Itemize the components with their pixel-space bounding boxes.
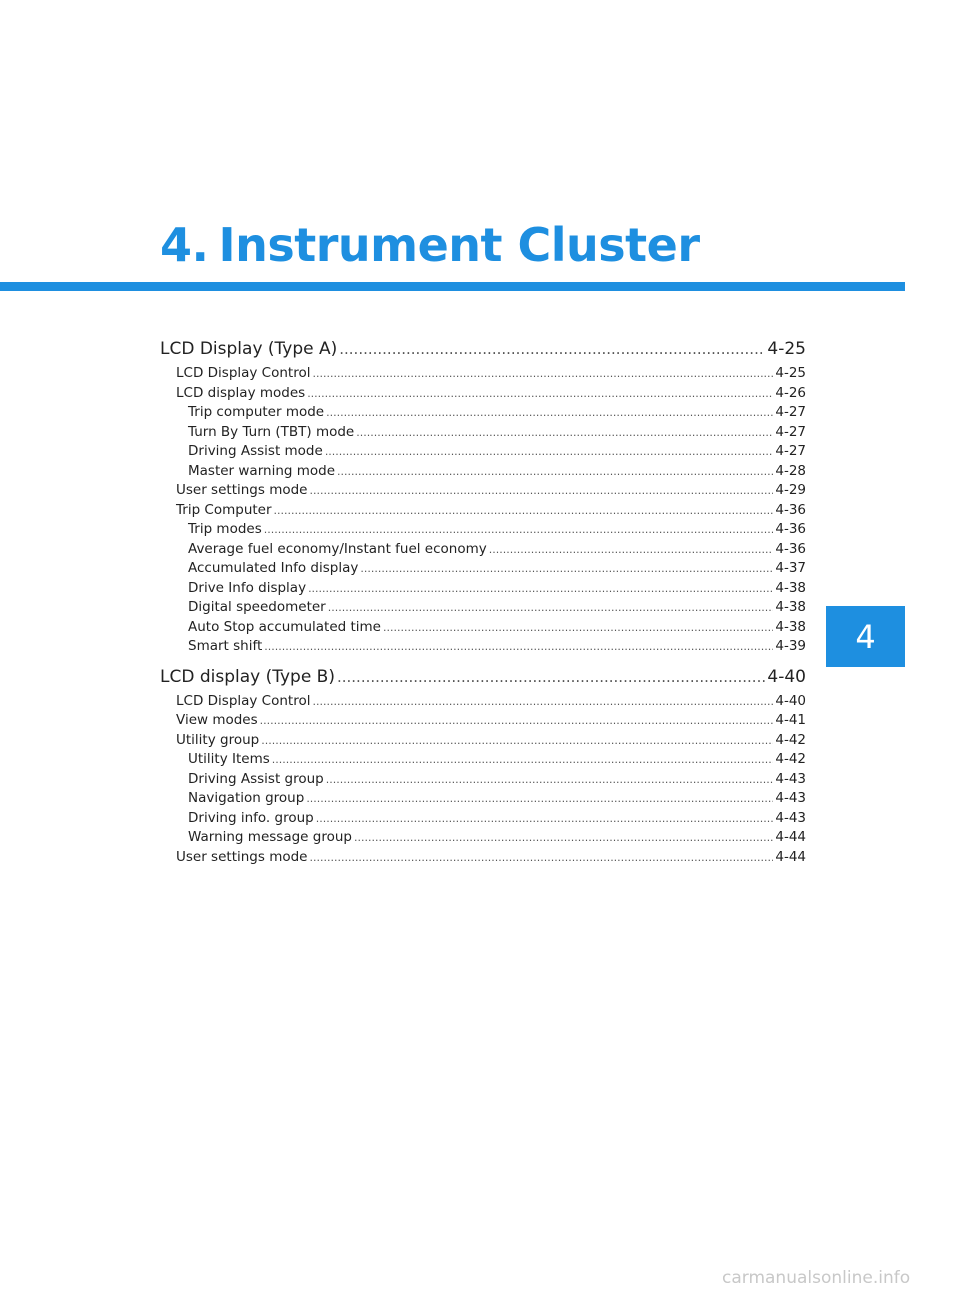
toc-subitem[interactable]: Driving Assist group ..... 4-43 bbox=[160, 770, 806, 790]
toc-subitem[interactable]: Digital speedometer ..... 4-38 bbox=[160, 598, 806, 618]
toc-item[interactable]: User settings mode ..... 4-29 bbox=[160, 481, 806, 501]
toc-subitem[interactable]: Utility Items ..... 4-42 bbox=[160, 750, 806, 770]
toc-subitem[interactable]: Warning message group ..... 4-44 bbox=[160, 828, 806, 848]
toc-section-type-a[interactable]: LCD Display (Type A) ..... 4-25 bbox=[160, 335, 806, 364]
toc-subitem[interactable]: Drive Info display ..... 4-38 bbox=[160, 579, 806, 599]
toc-subitem[interactable]: Driving Assist mode ..... 4-27 bbox=[160, 442, 806, 462]
toc-section-type-b[interactable]: LCD display (Type B) ..... 4-40 bbox=[160, 663, 806, 692]
title-rule bbox=[0, 282, 905, 291]
toc-subitem[interactable]: Accumulated Info display ..... 4-37 bbox=[160, 559, 806, 579]
toc-item[interactable]: User settings mode ..... 4-44 bbox=[160, 848, 806, 868]
chapter-number: 4. bbox=[160, 218, 209, 272]
toc-item[interactable]: Trip Computer ..... 4-36 bbox=[160, 501, 806, 521]
toc-subitem[interactable]: Average fuel economy/Instant fuel economy ..... 4-36 bbox=[160, 540, 806, 560]
toc-item[interactable]: View modes ..... 4-41 bbox=[160, 711, 806, 731]
toc-item[interactable]: LCD Display Control ..... 4-25 bbox=[160, 364, 806, 384]
chapter-title bbox=[160, 218, 700, 272]
chapter-tab-label: 4 bbox=[855, 617, 876, 656]
toc-item[interactable]: Utility group ..... 4-42 bbox=[160, 731, 806, 751]
toc-subitem[interactable]: Trip modes ..... 4-36 bbox=[160, 520, 806, 540]
toc-item[interactable]: LCD Display Control ..... 4-40 bbox=[160, 692, 806, 712]
toc-subitem[interactable]: Master warning mode ..... 4-28 bbox=[160, 462, 806, 482]
toc-subitem[interactable]: Smart shift ..... 4-39 bbox=[160, 637, 806, 657]
chapter-name: Instrument Cluster bbox=[218, 218, 700, 272]
chapter-tab[interactable] bbox=[826, 606, 905, 667]
watermark: carmanualsonline.info bbox=[722, 1268, 911, 1288]
toc-item[interactable]: LCD display modes ..... 4-26 bbox=[160, 384, 806, 404]
table-of-contents bbox=[160, 335, 806, 867]
toc-subitem[interactable]: Trip computer mode ..... 4-27 bbox=[160, 403, 806, 423]
toc-subitem[interactable]: Auto Stop accumulated time ..... 4-38 bbox=[160, 618, 806, 638]
toc-subitem[interactable]: Navigation group ..... 4-43 bbox=[160, 789, 806, 809]
toc-subitem[interactable]: Turn By Turn (TBT) mode ..... 4-27 bbox=[160, 423, 806, 443]
toc-subitem[interactable]: Driving info. group ..... 4-43 bbox=[160, 809, 806, 829]
